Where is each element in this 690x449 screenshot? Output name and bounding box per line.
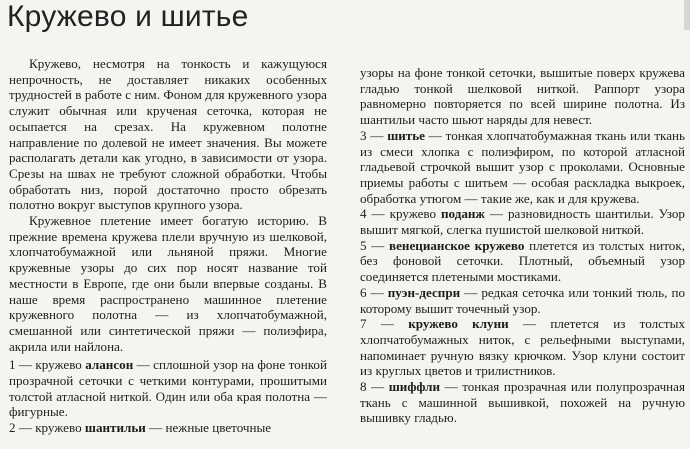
item-description: плетется из толстых ниток, без фоновой сеточки. Плотный, объемный узор соединяется плетеными мостиками.: [360, 237, 685, 285]
item-number: 4 — кружево: [360, 206, 441, 222]
item-term: шитье: [387, 127, 425, 143]
item-term: алансон: [85, 357, 134, 373]
history-paragraph: Кружевное плетение имеет богатую историю. В прежние времена кружева плели вручную из шелковой, хлопчатобумажной или льняной пряжи. Многие кружевные узоры до сих пор носят название той местности в Европе, где они были впервые созданы. В наше время распространено машинное плетение кружевного полотна — из хлопчатобумажной, смешанной или синтетической пряжи — полиэфира, акрила или найлона.: [9, 213, 327, 354]
item-term: кружево клуни: [408, 316, 509, 332]
item-number: 1 — кружево: [9, 357, 86, 373]
item-term: поданж: [441, 206, 485, 222]
item-description: — тонкая хлопчатобумажная ткань или ткань из смеси хлопка с полиэфиром, по которой атласной гладьевой строчкой вышит узор с проколами. Основные приемы работы с шитьем — особая раскладка выкроек, обработка утюгом — такие же, как и для кружева.: [360, 127, 685, 206]
item-number: 6 —: [360, 284, 388, 300]
item-description: — разновидность шантильи. Узор вышит мягкой, слегка пушистой шелковой ниткой.: [360, 206, 685, 238]
page-edge: [684, 0, 690, 30]
item-number: 7 —: [360, 316, 409, 332]
item-alencon: [9, 357, 327, 420]
left-column: [9, 56, 327, 436]
item-number: 2 — кружево: [9, 420, 85, 436]
item-description: — сплошной узор на фоне тонкой прозрачной сеточки с четкими контурами, прошитыми толстой атласной ниткой. Один или оба края полотна — фигурные.: [9, 357, 327, 420]
item-number: 8 —: [360, 379, 389, 395]
page-title: Кружево и шитье: [7, 0, 249, 33]
chantilly-continued: узоры на фоне тонкой сеточки, вышитые поверх кружева гладью тонкой шелковой ниткой. Раппорт узора равномерно повторяется по всей ширине полотна. Из шантильи часто шьют наряды для невест.: [360, 65, 685, 128]
item-description: — нежные цветочные: [145, 420, 272, 436]
item-cluny: [360, 316, 685, 379]
right-column: [360, 65, 685, 426]
item-description: — тонкая прозрачная или полупрозрачная ткань с машинной вышивкой, похожей на ручную вышивку гладью.: [360, 379, 686, 426]
item-term: венецианское кружево: [389, 237, 525, 253]
item-schiffli: [360, 379, 685, 426]
item-term: шиффли: [388, 379, 441, 395]
item-term: шантильи: [84, 420, 146, 436]
item-chantilly: [9, 420, 327, 436]
item-podange: [360, 206, 685, 237]
item-number: 3 —: [360, 127, 388, 143]
item-description: — редкая сеточка или тонкий тюль, по которому вышит точечный узор.: [360, 284, 685, 316]
item-description: — плетется из толстых хлопчатобумажных ниток, с рельефными выступами, напоминает ручную вязку крючком. Узор клуни состоит из круглых цветов и трилистников.: [360, 316, 685, 379]
intro-paragraph: Кружево, несмотря на тонкость и кажущуюся непрочность, не доставляет никаких особенных трудностей в работе с ним. Фоном для кружевного узора служит обычная или крученая сеточка, которая не осыпается на срезах. На кружевном полотне направление по долевой не имеет значения. Вы можете располагать детали как угодно, в зависимости от узора. Срезы на швах не требуют сложной обработки. Чтобы обработать низ, порой достаточно просто обрезать полотно вокруг выступов крупного узора.: [9, 56, 327, 213]
item-term: пуэн-деспри: [387, 284, 461, 300]
item-embroidery: [360, 128, 685, 207]
item-point-d-esprit: [360, 285, 685, 316]
item-number: 5 —: [360, 237, 390, 253]
item-venetian: [360, 238, 685, 285]
